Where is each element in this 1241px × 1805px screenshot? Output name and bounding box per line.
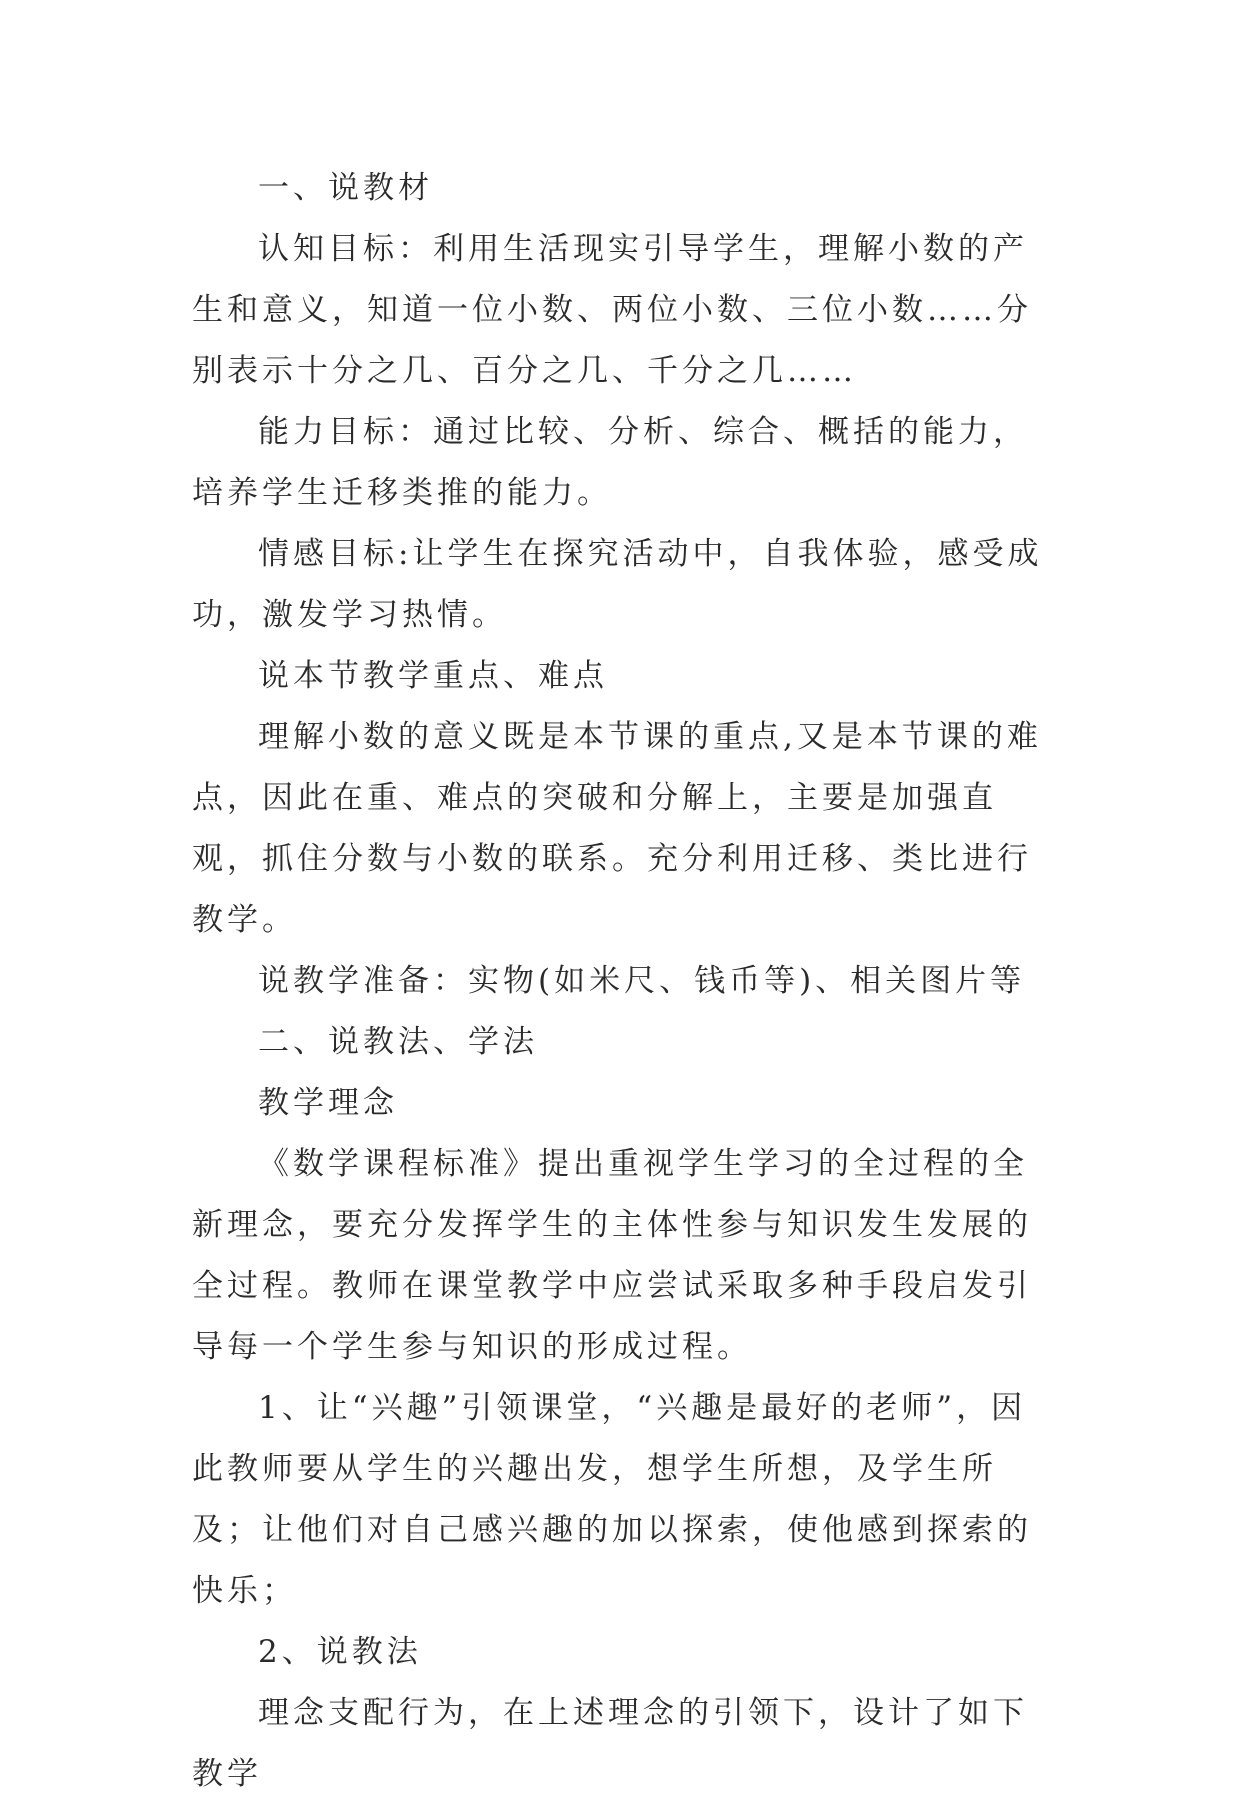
subheading-teaching-method: 2、说教法 xyxy=(258,1634,422,1670)
paragraph-ability-goal: 能力目标：通过比较、分析、综合、概括的能力，培养学生迁移类推的能力。 xyxy=(192,414,1028,511)
subheading-teaching-philosophy: 教学理念 xyxy=(258,1085,398,1121)
paragraph-key-points: 理解小数的意义既是本节课的重点,又是本节课的难点，因此在重、难点的突破和分解上，主要是加强直观，抓住分数与小数的联系。充分利用迁移、类比进行教学。 xyxy=(192,719,1042,938)
paragraph-method-design: 理念支配行为，在上述理念的引领下，设计了如下教学 xyxy=(192,1695,1028,1792)
section-heading-methods: 二、说教法、学法 xyxy=(258,1024,538,1060)
section-heading-teaching-material: 一、说教材 xyxy=(258,170,433,206)
paragraph-interest: 1、让“兴趣”引领课堂，“兴趣是最好的老师”，因此教师要从学生的兴趣出发，想学生所想，及学生所及；让他们对自己感兴趣的加以探索，使他感到探索的快乐； xyxy=(192,1390,1032,1609)
subheading-key-points: 说本节教学重点、难点 xyxy=(258,658,608,694)
paragraph-teaching-preparation: 说教学准备：实物(如米尺、钱币等)、相关图片等 xyxy=(258,963,1026,999)
paragraph-curriculum-standard: 《数学课程标准》提出重视学生学习的全过程的全新理念，要充分发挥学生的主体性参与知识发生发展的全过程。教师在课堂教学中应尝试采取多种手段启发引导每一个学生参与知识的形成过程。 xyxy=(192,1146,1032,1365)
document-body xyxy=(192,158,1056,1805)
paragraph-cognitive-goal: 认知目标：利用生活现实引导学生，理解小数的产生和意义，知道一位小数、两位小数、三位小数……分别表示十分之几、百分之几、千分之几…… xyxy=(192,231,1032,389)
paragraph-emotional-goal: 情感目标:让学生在探究活动中，自我体验，感受成功，激发学习热情。 xyxy=(192,536,1043,633)
